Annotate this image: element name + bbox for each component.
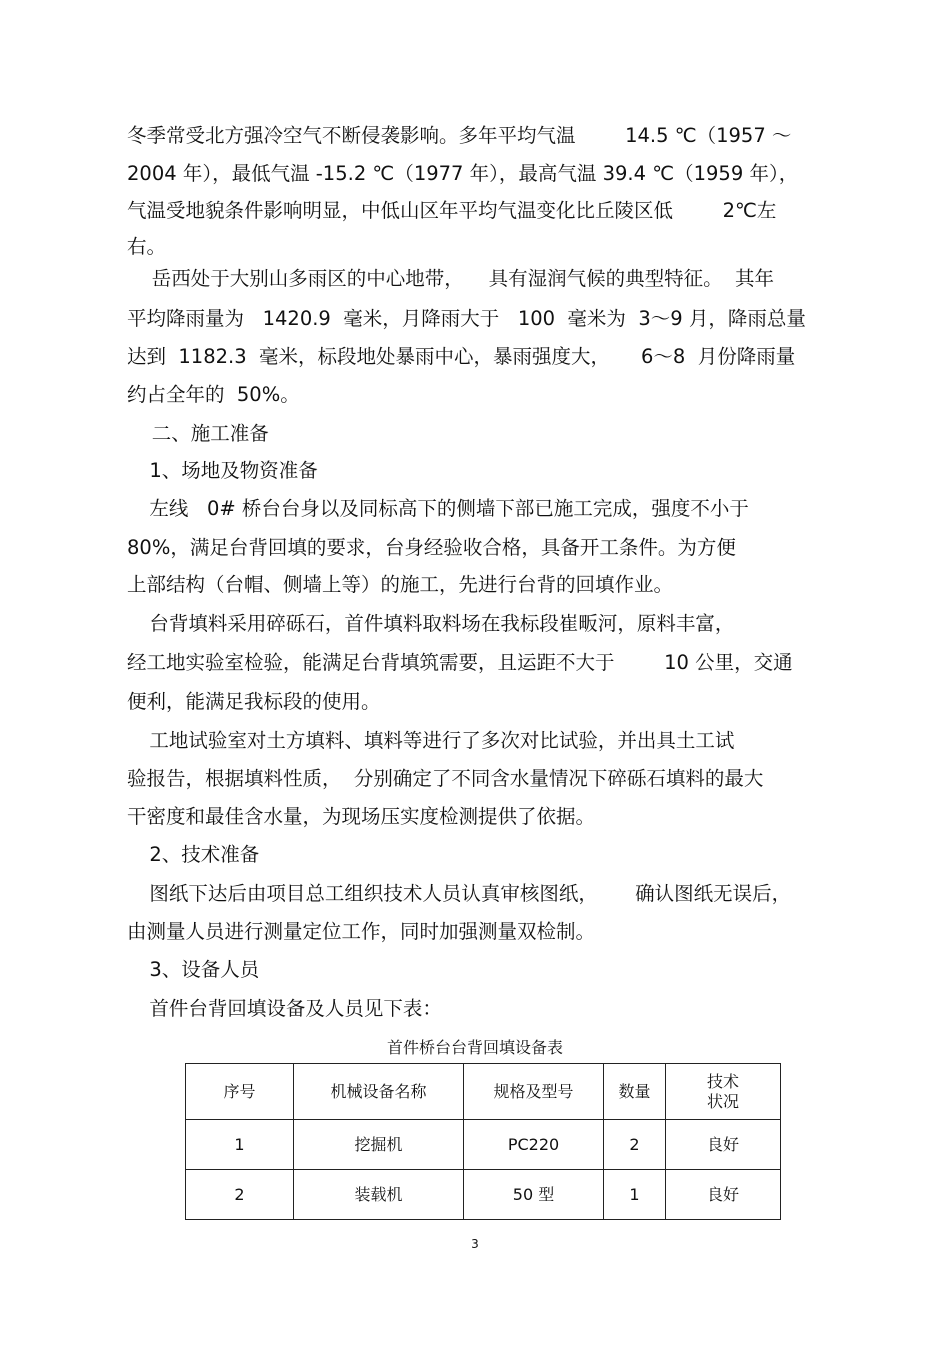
table-row: [186, 1120, 781, 1170]
text-line: 图纸下达后由项目总工组织技术人员认真审核图纸， 确认图纸无误后，: [137, 882, 792, 905]
table-header-cell: 数量: [604, 1064, 666, 1120]
subsection-heading: 2、技术准备: [137, 843, 260, 866]
text-line: 2004 年），最低气温 -15.2 ℃（1977 年），最高气温 39.4 ℃（1959 年），: [127, 162, 799, 185]
table-cell: 1: [604, 1170, 666, 1220]
table-cell: 2: [186, 1170, 294, 1220]
table-cell: 50 型: [464, 1170, 604, 1220]
table-header-row: [186, 1064, 781, 1120]
table-header-cell: 序号: [186, 1064, 294, 1120]
table-cell: 良好: [666, 1120, 781, 1170]
section-heading: 二、施工准备: [127, 422, 269, 445]
table-cell: 良好: [666, 1170, 781, 1220]
text-line: 验报告，根据填料性质， 分别确定了不同含水量情况下碎砾石填料的最大: [127, 767, 764, 790]
table-header-cell: 机械设备名称: [294, 1064, 464, 1120]
table-row: [186, 1170, 781, 1220]
table-title: 首件桥台台背回填设备表: [386, 1038, 563, 1057]
equipment-table: [185, 1063, 781, 1220]
subsection-heading: 1、场地及物资准备: [137, 459, 318, 482]
text-line: 台背填料采用碎砾石，首件填料取料场在我标段崔畈河，原料丰富，: [137, 612, 735, 635]
table-cell: 挖掘机: [294, 1120, 464, 1170]
text-line: 经工地实验室检验，能满足台背填筑需要，且运距不大于 10 公里，交通: [127, 651, 793, 674]
text-line: 工地试验室对土方填料、填料等进行了多次对比试验，并出具土工试: [137, 729, 735, 752]
text-line: 干密度和最佳含水量，为现场压实度检测提供了依据。: [127, 805, 596, 828]
subsection-heading: 3、设备人员: [137, 958, 260, 981]
page-number: 3: [471, 1237, 479, 1251]
table-cell: 2: [604, 1120, 666, 1170]
text-line: 上部结构（台帽、侧墙上等）的施工，先进行台背的回填作业。: [127, 573, 674, 596]
table-header-cell: 规格及型号: [464, 1064, 604, 1120]
text-line: 首件台背回填设备及人员见下表：: [137, 997, 442, 1020]
table-cell: 装载机: [294, 1170, 464, 1220]
text-line: 便利，能满足我标段的使用。: [127, 690, 381, 713]
text-line: 岳西处于大别山多雨区的中心地带， 具有湿润气候的典型特征。 其年: [127, 267, 774, 290]
text-line: 气温受地貌条件影响明显，中低山区年平均气温变化比丘陵区低 2℃左: [127, 199, 777, 222]
table-cell: 1: [186, 1120, 294, 1170]
table-header-cell: 技术 状况: [666, 1064, 781, 1120]
text-line: 冬季常受北方强冷空气不断侵袭影响。多年平均气温 14.5 ℃（1957 ～: [127, 124, 792, 147]
text-line: 平均降雨量为 1420.9 毫米，月降雨大于 100 毫米为 3～9 月，降雨总量: [127, 307, 806, 330]
text-line: 达到 1182.3 毫米，标段地处暴雨中心，暴雨强度大， 6～8 月份降雨量: [127, 345, 796, 368]
text-line: 左线 0# 桥台台身以及同标高下的侧墙下部已施工完成，强度不小于: [137, 497, 749, 520]
text-line: 右。: [127, 235, 167, 258]
text-line: 由测量人员进行测量定位工作，同时加强测量双检制。: [127, 920, 596, 943]
table-cell: PC220: [464, 1120, 604, 1170]
text-line: 约占全年的 50%。: [127, 383, 300, 406]
text-line: 80%，满足台背回填的要求，台身经验收合格，具备开工条件。为方便: [127, 536, 736, 559]
